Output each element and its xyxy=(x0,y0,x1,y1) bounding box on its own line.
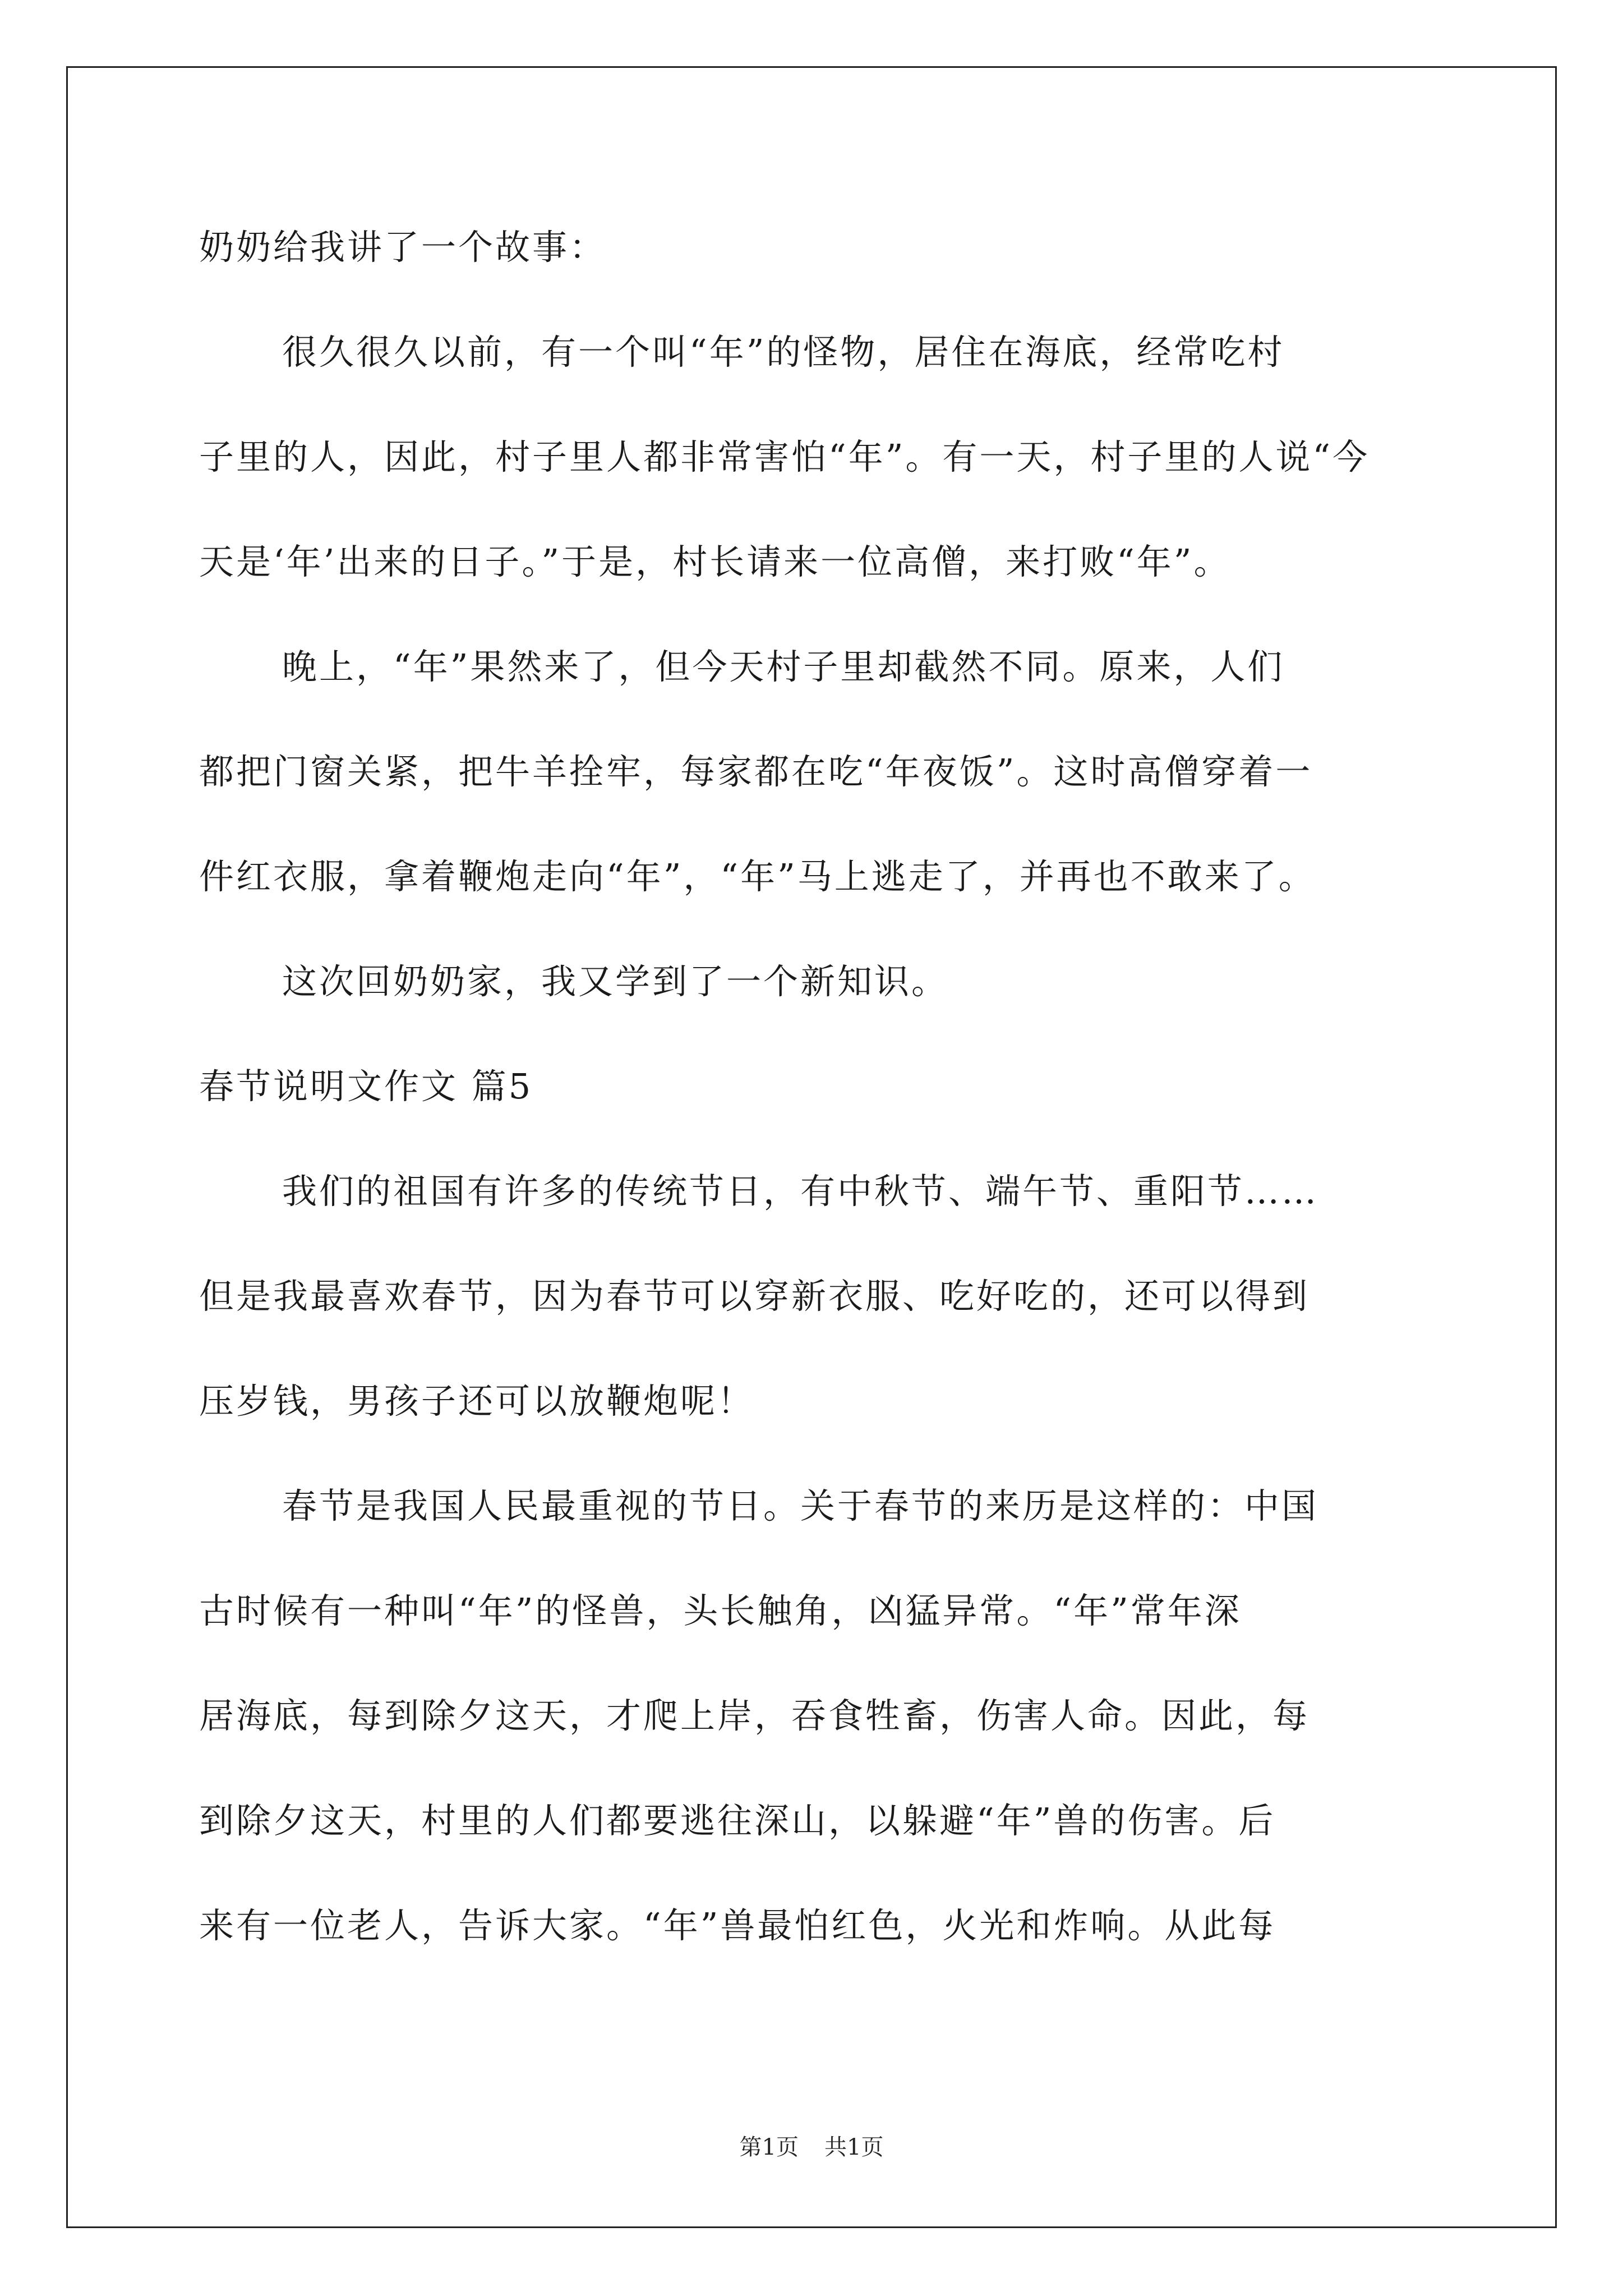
section-heading: 春节说明文作文 篇5 xyxy=(199,1066,533,1107)
text-line: 古时候有一种叫“年”的怪兽，头长触角，凶猛异常。“年”常年深 xyxy=(199,1590,1242,1631)
text-line: 奶奶给我讲了一个故事： xyxy=(199,227,607,268)
text-line: 件红衣服，拿着鞭炮走向“年”，“年”马上逃走了，并再也不敢来了。 xyxy=(199,856,1316,897)
text-line: 来有一位老人，告诉大家。“年”兽最怕红色，火光和炸响。从此每 xyxy=(199,1905,1276,1946)
text-line: 居海底，每到除夕这天，才爬上岸，吞食牲畜，伤害人命。因此，每 xyxy=(199,1695,1310,1736)
page-footer xyxy=(0,2136,1623,2159)
text-line: 压岁钱，男孩子还可以放鞭炮呢！ xyxy=(199,1381,755,1421)
document-body xyxy=(199,208,1422,1946)
text-line: 到除夕这天，村里的人们都要逃往深山，以躲避“年”兽的伤害。后 xyxy=(199,1800,1276,1841)
text-line: 晚上，“年”果然来了，但今天村子里却截然不同。原来，人们 xyxy=(282,646,1285,687)
text-line: 很久很久以前，有一个叫“年”的怪物，居住在海底，经常吃村 xyxy=(282,332,1285,372)
text-line: 子里的人，因此，村子里人都非常害怕“年”。有一天，村子里的人说“今 xyxy=(199,436,1370,477)
text-line: 但是我最喜欢春节，因为春节可以穿新衣服、吃好吃的，还可以得到 xyxy=(199,1276,1310,1317)
page-total: 共1页 xyxy=(824,2134,884,2160)
text-line: 天是‘年’出来的日子。”于是，村长请来一位高僧，来打败“年”。 xyxy=(199,541,1231,582)
text-line: 春节是我国人民最重视的节日。关于春节的来历是这样的：中国 xyxy=(282,1485,1319,1526)
page-number: 第1页 xyxy=(739,2134,799,2160)
text-line: 我们的祖国有许多的传统节日，有中秋节、端午节、重阳节…… xyxy=(282,1171,1319,1212)
text-line: 这次回奶奶家，我又学到了一个新知识。 xyxy=(282,961,949,1002)
text-line: 都把门窗关紧，把牛羊拴牢，每家都在吃“年夜饭”。这时高僧穿着一 xyxy=(199,751,1313,792)
